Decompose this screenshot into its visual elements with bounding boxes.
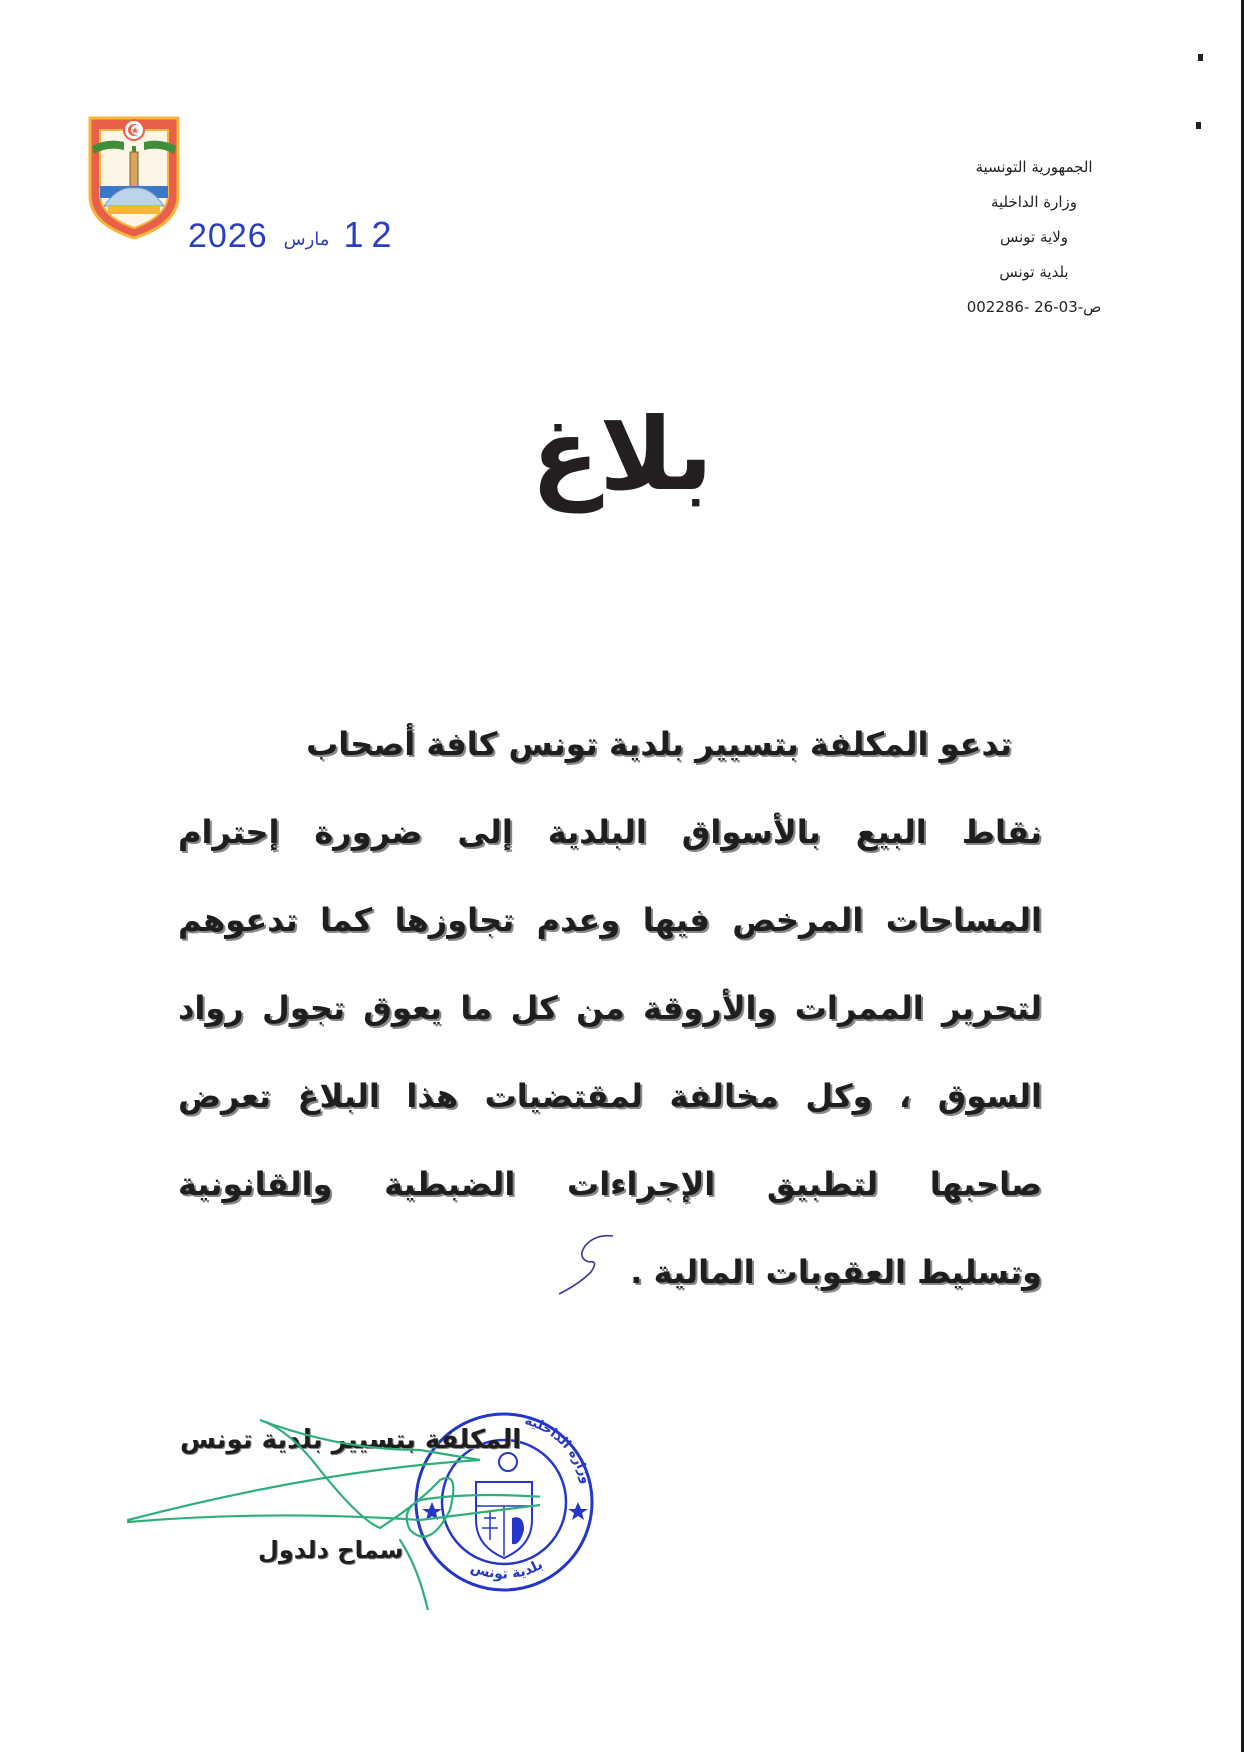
body-line: نقاط البيع بالأسواق البلدية إلى ضرورة إحترام xyxy=(178,813,1042,851)
signatory-title: المكلفة بتسيير بلدية تونس xyxy=(180,1425,522,1455)
letterhead xyxy=(934,150,1134,325)
letterhead-line: ولاية تونس xyxy=(999,228,1068,246)
letterhead-line: الجمهورية التونسية xyxy=(975,158,1093,176)
svg-text:بلدية تونس xyxy=(469,1557,546,1583)
initial-mark-icon xyxy=(555,1232,615,1302)
seal-top-text: وزارة الداخلية xyxy=(522,1413,594,1486)
notice-body xyxy=(178,700,1042,1316)
body-line: السوق ، وكل مخالفة لمقتضيات هذا البلاغ تعرض xyxy=(178,1077,1042,1115)
date-day: 12 xyxy=(343,214,400,255)
signatory-name: سماح دلدول xyxy=(258,1536,404,1564)
letterhead-line: وزارة الداخلية xyxy=(990,193,1078,211)
document-title: بلاغ xyxy=(531,396,713,513)
svg-text:وزارة الداخلية xyxy=(523,1413,594,1485)
date-month: مارس xyxy=(283,229,330,250)
body-line: تدعو المكلفة بتسيير بلدية تونس كافة أصحاب xyxy=(306,725,1012,763)
letterhead-line: بلدية تونس xyxy=(999,263,1069,281)
body-line: وتسليط العقوبات المالية . xyxy=(630,1253,1042,1291)
reference-number: ص-03-26 -002286 xyxy=(966,298,1102,316)
scan-speck xyxy=(1196,122,1201,129)
date-year: 2026 xyxy=(188,217,268,255)
seal-bottom-text: بلدية تونس xyxy=(468,1556,546,1583)
date-stamp xyxy=(188,206,399,256)
body-line: المساحات المرخص فيها وعدم تجاوزها كما تدعوهم xyxy=(178,901,1042,939)
body-line: لتحرير الممرات والأروقة من كل ما يعوق تجول رواد xyxy=(178,989,1042,1027)
scan-speck xyxy=(1198,54,1203,61)
body-line: صاحبها لتطبيق الإجراءات الضبطية والقانونية xyxy=(178,1165,1042,1203)
municipality-crest-icon xyxy=(88,116,180,240)
